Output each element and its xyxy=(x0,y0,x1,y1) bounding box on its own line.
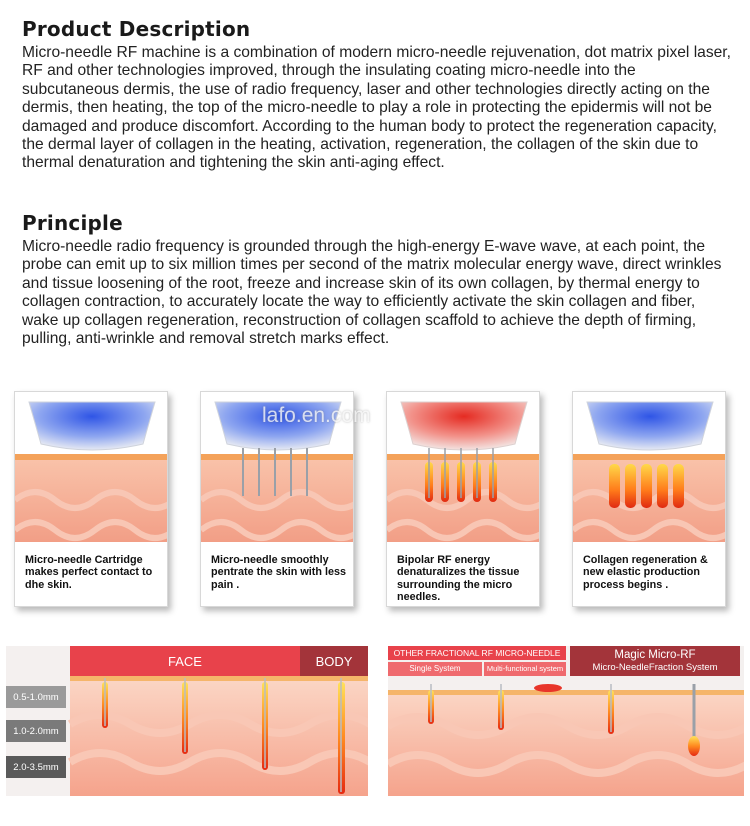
face-header: FACE xyxy=(70,646,300,676)
magic-rf-title: Magic Micro-RF xyxy=(614,649,696,661)
principle-section xyxy=(22,211,734,348)
stage-3-caption: Bipolar RF energy denaturalizes the tissue surrounding the micro needles. xyxy=(397,554,520,604)
stage-panel-1 xyxy=(14,391,168,607)
magic-rf-header xyxy=(570,646,740,676)
stage-1-illustration xyxy=(15,392,168,552)
stage-2-caption: Micro-needle smoothly pentrate the skin with less pain . xyxy=(211,554,346,591)
body-header: BODY xyxy=(300,646,368,676)
depth-comparison-diagram xyxy=(6,640,368,806)
stage-1-caption: Micro-needle Cartridge makes perfect contact to dhe skin. xyxy=(25,554,153,591)
depth-label-2: 1.0-2.0mm xyxy=(6,720,66,742)
principle-text: Micro-needle radio frequency is grounded through the high-energy E-wave wave, at each point, the probe can emit up to six million times per second of the matrix molecular energy wave, direct wrinkles and tissue loosening of the root, freeze and increase skin of its own collagen, by thermal energy to collagen contraction, to accurately locate the way to efficiently activate the skin collagen and fiber, wake up collagen regeneration, reconstruction of collagen scaffold to achieve the depth of firming, pulling, anti-wrinkle and removal stretch marks effect. xyxy=(22,238,722,348)
product-description-text: Micro-needle RF machine is a combination of modern micro-needle rejuvenation, dot matrix pixel laser, RF and other technologies improved, through the insulating coating micro-needle into the subcutaneous dermis, the use of radio frequency, laser and other technologies directly acting on the dermis, then heating, the top of the micro-needle to play a role in protecting the epidermis will not be damaged and produce discomfort. According to the human body to protect the regeneration capacity, the dermal layer of collagen in the heating, activation, regeneration, the collagen of the skin due to thermal denaturation and tightening the skin anti-aging effect. xyxy=(22,44,731,172)
stage-4-caption: Collagen regeneration & new elastic production process begins . xyxy=(583,554,708,591)
stage-panel-3 xyxy=(386,391,540,607)
stage-4-illustration xyxy=(573,392,726,552)
depth-label-3: 2.0-3.5mm xyxy=(6,756,66,778)
system-comparison-diagram xyxy=(388,640,744,806)
product-description-heading: Product Description xyxy=(22,17,251,41)
principle-heading: Principle xyxy=(22,211,123,235)
depth-label-1: 0.5-1.0mm xyxy=(6,686,66,708)
single-system-header: Single System xyxy=(388,662,482,676)
watermark: lafo.en.com xyxy=(262,404,371,427)
stage-3-illustration xyxy=(387,392,540,552)
stage-panel-4 xyxy=(572,391,726,607)
treatment-stages xyxy=(14,391,736,611)
product-description-section xyxy=(22,17,734,173)
magic-rf-subtitle: Micro-NeedleFraction System xyxy=(592,662,718,673)
multi-system-header: Multi-functional system xyxy=(484,662,566,676)
other-rf-header: OTHER FRACTIONAL RF MICRO-NEEDLE xyxy=(388,646,566,660)
